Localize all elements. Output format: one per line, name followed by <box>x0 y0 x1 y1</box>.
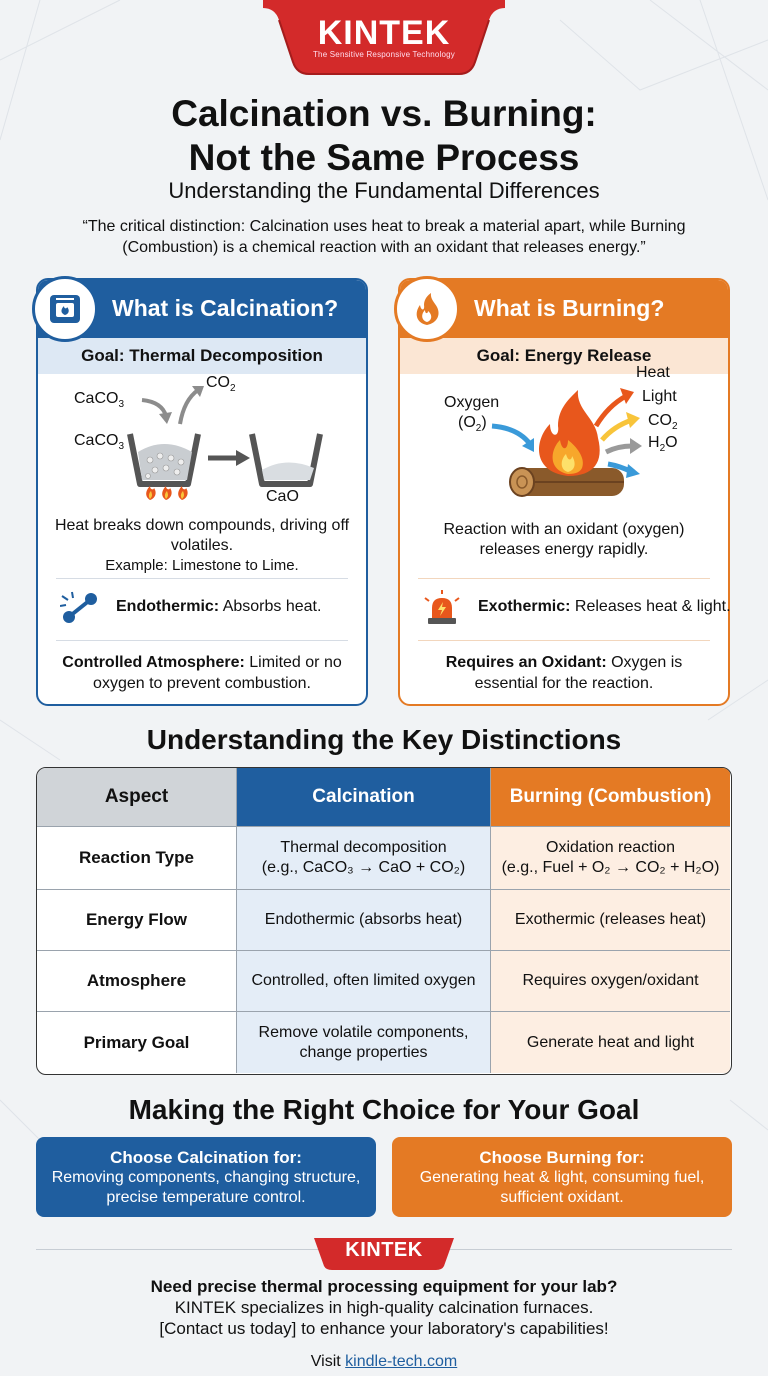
caco3-label-top: CaCO$_3$ <box>74 390 125 411</box>
caco3-label-bottom: CaCO$_3$ <box>74 432 125 453</box>
calcination-card <box>36 278 368 706</box>
brand-tagline: The Sensitive Responsive Technology <box>312 50 456 59</box>
divider <box>56 578 348 579</box>
choose-burning-box <box>392 1137 732 1217</box>
calcination-description-text: Heat breaks down compounds, driving off volatiles. <box>54 517 350 554</box>
calcination-note: Controlled Atmosphere: Limited or no oxygen to prevent combustion. <box>62 654 342 692</box>
co2-product-label: $CO_2$ <box>648 412 678 433</box>
choose-calcination-title: Choose Calcination for: <box>110 1148 302 1167</box>
aspect-cell: Atmosphere <box>37 951 237 1012</box>
divider <box>56 640 348 641</box>
calcination-cell: Thermal decomposition (e.g., CaCO₃ → CaO + CO₂) <box>237 827 491 890</box>
title-line-2: Not the Same Process <box>188 137 580 178</box>
burning-card <box>398 278 730 706</box>
choose-burning-body: Generating heat & light, consuming fuel, sufficient oxidant. <box>419 1169 705 1206</box>
calcination-card-title: What is Calcination? <box>112 295 339 321</box>
calcination-feature-text: Endothermic: Absorbs heat. <box>116 598 322 615</box>
light-label: Light <box>642 388 677 405</box>
divider <box>418 578 710 579</box>
calcination-card-header <box>38 280 366 338</box>
choice-heading: Making the Right Choice for Your Goal <box>128 1094 640 1125</box>
footer-brand-name: KINTEK <box>345 1239 423 1261</box>
footer-question: Need precise thermal processing equipment for your lab? <box>150 1277 618 1296</box>
table-row <box>37 951 731 1012</box>
footer-brand-badge[interactable] <box>314 1234 454 1270</box>
column-header-calcination: Calcination <box>237 768 491 827</box>
aspect-cell: Reaction Type <box>37 827 237 890</box>
burning-diagram <box>400 364 728 510</box>
table-row <box>37 827 731 890</box>
heat-label: Heat <box>636 364 670 381</box>
calcination-goal: Goal: Thermal Decomposition <box>38 338 366 374</box>
burning-cell: Exothermic (releases heat) <box>491 890 730 951</box>
molecule-icon <box>60 590 100 626</box>
aspect-cell: Energy Flow <box>37 890 237 951</box>
footer-visit: Visit kindle-tech.com <box>310 1353 458 1370</box>
page-subtitle: Understanding the Fundamental Differences <box>168 178 600 203</box>
aspect-cell: Primary Goal <box>37 1012 237 1073</box>
burning-cell: Requires oxygen/oxidant <box>491 951 730 1012</box>
choose-burning-title: Choose Burning for: <box>479 1148 645 1167</box>
website-link[interactable]: kindle-tech.com <box>345 1353 458 1370</box>
calcination-cell: Endothermic (absorbs heat) <box>237 890 491 951</box>
burning-feature <box>414 586 731 630</box>
choose-calcination-body: Removing components, changing structure, precise temperature control. <box>51 1169 361 1206</box>
footer-text <box>20 1276 748 1372</box>
column-header-burning: Burning (Combustion) <box>491 768 730 827</box>
divider <box>418 640 710 641</box>
distinctions-heading: Understanding the Key Distinctions <box>146 724 622 755</box>
calcination-cell: Controlled, often limited oxygen <box>237 951 491 1012</box>
burning-cell: Generate heat and light <box>491 1012 730 1073</box>
table-row <box>37 890 731 951</box>
choose-calcination-box <box>36 1137 376 1217</box>
burning-goal: Goal: Energy Release <box>400 338 728 374</box>
column-header-aspect: Aspect <box>37 768 237 827</box>
calcination-cell: Remove volatile components, change properties <box>237 1012 491 1073</box>
burning-card-header <box>400 280 728 338</box>
oxygen-label: Oxygen <box>444 394 500 411</box>
cao-label: CaO <box>266 488 299 505</box>
title-line-1: Calcination vs. Burning: <box>171 93 597 134</box>
page-title <box>0 92 768 180</box>
table-row <box>37 1012 731 1073</box>
calcination-description <box>52 516 352 576</box>
burning-description: Reaction with an oxidant (oxygen) releases energy rapidly. <box>443 521 685 558</box>
distinctions-table <box>36 767 732 1075</box>
brand-name: KINTEK <box>317 14 451 52</box>
calcination-feature <box>52 586 352 630</box>
footer-line-2: KINTEK specializes in high-quality calcination furnaces. <box>174 1298 594 1317</box>
footer-line-3: [Contact us today] to enhance your laboratory's capabilities! <box>159 1319 609 1338</box>
calcination-example: Example: Limestone to Lime. <box>105 557 299 574</box>
intro-quote: “The critical distinction: Calcination uses heat to break a material apart, while Burning (Combustion) is a chemical reaction with an oxidant that releases energy.” <box>82 218 686 256</box>
burning-card-title: What is Burning? <box>474 295 665 321</box>
co2-label: $CO_2$ <box>206 374 236 395</box>
table-header-row <box>37 768 731 827</box>
brand-badge[interactable] <box>263 0 505 82</box>
alarm-light-icon <box>422 590 462 626</box>
h2o-product-label: $H_2O$ <box>648 434 678 455</box>
burning-cell: Oxidation reaction (e.g., Fuel + O₂ → CO₂ + H₂O) <box>491 827 730 890</box>
furnace-icon <box>32 276 98 342</box>
burning-note: Requires an Oxidant: Oxygen is essential for the reaction. <box>445 654 683 692</box>
burning-feature-text: Exothermic: Releases heat & light. <box>478 598 731 615</box>
o2-label: $(O_2)$ <box>458 414 487 435</box>
flame-icon <box>394 276 460 342</box>
calcination-diagram <box>38 376 366 510</box>
